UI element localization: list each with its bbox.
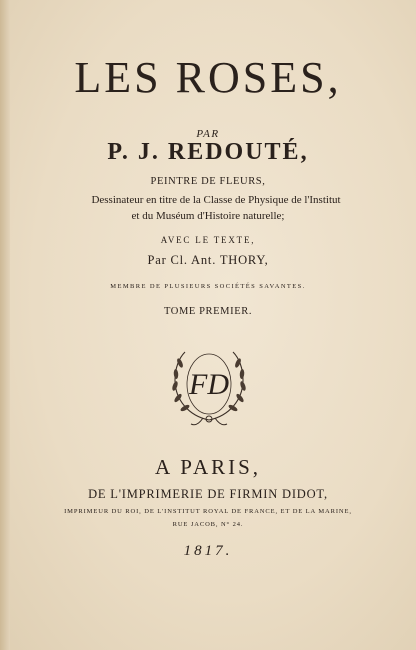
publication-year: 1817. — [183, 543, 233, 559]
volume-label: TOME PREMIER. — [163, 306, 253, 317]
place-of-publication: A PARIS, — [154, 455, 262, 479]
monogram-wreath-vignette — [163, 344, 255, 428]
co-author-name: Par Cl. Ant. THORY, — [147, 253, 269, 267]
printer-name: DE L'IMPRIMERIE DE FIRMIN DIDOT, — [88, 487, 328, 501]
author-description-line-1: Dessinateur en titre de la Classe de Physique de l'Institut — [91, 194, 341, 206]
avec-le-texte: AVEC LE TEXTE, — [160, 235, 256, 245]
author-description-line-2: et du Muséum d'Histoire naturelle; — [131, 210, 285, 222]
printer-address: RUE JACOB, N° 24. — [172, 521, 244, 528]
printer-role: IMPRIMEUR DU ROI, DE L'INSTITUT ROYAL DE FRANCE, ET DE LA MARINE, — [64, 508, 352, 515]
author-role: PEINTRE DE FLEURS, — [150, 176, 266, 187]
co-author-role: MEMBRE DE PLUSIEURS SOCIÉTÉS SAVANTES. — [110, 283, 306, 290]
monogram-text: FD — [189, 368, 229, 401]
par-label: PAR — [196, 128, 220, 140]
book-title: LES ROSES, — [74, 53, 342, 102]
author-name: P. J. REDOUTÉ, — [107, 139, 309, 165]
